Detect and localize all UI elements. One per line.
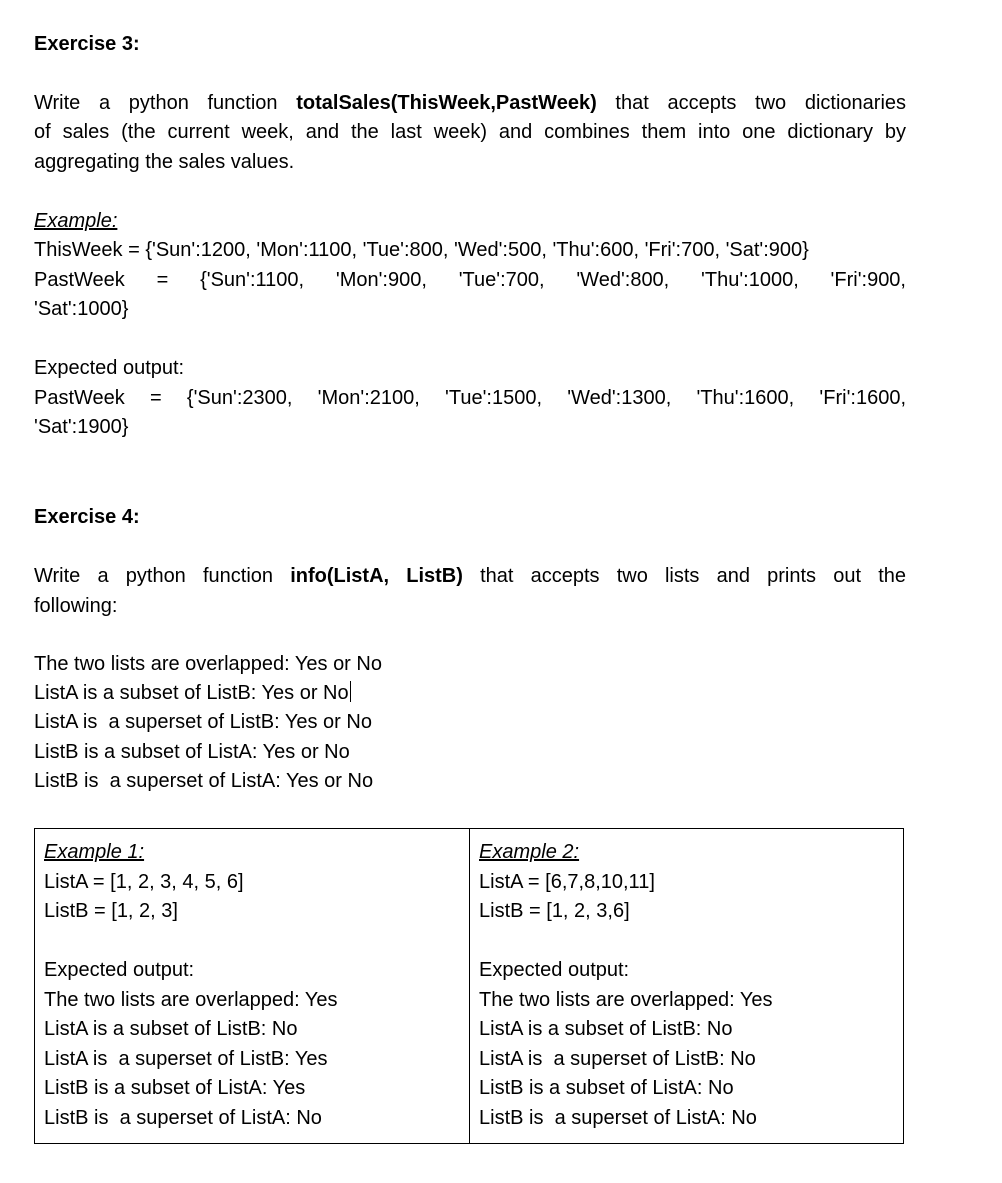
example-2-output-line: ListA is a subset of ListB: No xyxy=(479,1018,733,1040)
example-1-output-line: ListA is a superset of ListB: Yes xyxy=(44,1048,328,1070)
example-1-output-line: ListB is a superset of ListA: No xyxy=(44,1107,322,1129)
exercise-3-description-line-3: aggregating the sales values. xyxy=(34,151,295,173)
example-2-expected-label: Expected output: xyxy=(479,959,630,981)
expected-output-line-2: 'Sat':1900} xyxy=(34,416,129,438)
question-line: ListA is a superset of ListB: Yes or No xyxy=(34,711,372,733)
function-signature-info: info(ListA, ListB) xyxy=(290,565,463,587)
example-2-output-line: The two lists are overlapped: Yes xyxy=(479,989,773,1011)
example-2-list-b: ListB = [1, 2, 3,6] xyxy=(479,900,630,922)
example-1-output-line: ListA is a subset of ListB: No xyxy=(44,1018,298,1040)
exercise-3-description-line-2: of sales (the current week, and the last week) and combines them into one dictionary by xyxy=(34,121,906,143)
text-cursor xyxy=(350,681,351,702)
examples-table xyxy=(34,828,904,1144)
question-line: ListB is a subset of ListA: Yes or No xyxy=(34,741,350,763)
example-1-cell xyxy=(35,829,470,1143)
exercise-3-description-line-1: Write a python function totalSales(ThisWeek,PastWeek) that accepts two dictionaries xyxy=(34,92,907,114)
function-signature-totalsales: totalSales(ThisWeek,PastWeek) xyxy=(296,92,597,114)
example-2-output-line: ListA is a superset of ListB: No xyxy=(479,1048,756,1070)
exercise-3-heading: Exercise 3: xyxy=(34,33,140,55)
example-2-cell xyxy=(470,829,905,1143)
exercise-3-expected-label: Expected output: xyxy=(34,357,185,379)
example-1-list-a: ListA = [1, 2, 3, 4, 5, 6] xyxy=(44,871,244,893)
example-1-output-line: ListB is a subset of ListA: Yes xyxy=(44,1077,306,1099)
example-1-output-line: The two lists are overlapped: Yes xyxy=(44,989,338,1011)
exercise-3-example-label: Example: xyxy=(34,210,118,232)
exercise-4-description-line-1: Write a python function info(ListA, ListB) that accepts two lists and prints out the xyxy=(34,565,906,587)
exercise-4-description-line-2: following: xyxy=(34,595,118,617)
question-line[interactable]: ListA is a subset of ListB: Yes or No xyxy=(34,682,349,704)
expected-output-line-1: PastWeek = {'Sun':2300, 'Mon':2100, 'Tue':1500, 'Wed':1300, 'Thu':1600, 'Fri':1600, xyxy=(34,387,906,409)
past-week-dict-line-2: 'Sat':1000} xyxy=(34,298,129,320)
example-2-output-line: ListB is a subset of ListA: No xyxy=(479,1077,734,1099)
exercise-4-heading: Exercise 4: xyxy=(34,506,140,528)
question-line: ListB is a superset of ListA: Yes or No xyxy=(34,770,374,792)
question-line: The two lists are overlapped: Yes or No xyxy=(34,653,382,675)
example-1-expected-label: Expected output: xyxy=(44,959,195,981)
example-1-label: Example 1: xyxy=(44,841,145,863)
past-week-dict-line-1: PastWeek = {'Sun':1100, 'Mon':900, 'Tue':700, 'Wed':800, 'Thu':1000, 'Fri':900, xyxy=(34,269,906,291)
example-1-list-b: ListB = [1, 2, 3] xyxy=(44,900,178,922)
this-week-dict: ThisWeek = {'Sun':1200, 'Mon':1100, 'Tue':800, 'Wed':500, 'Thu':600, 'Fri':700, 'Sat':900} xyxy=(34,239,809,261)
example-2-list-a: ListA = [6,7,8,10,11] xyxy=(479,871,655,893)
example-2-label: Example 2: xyxy=(479,841,580,863)
example-2-output-line: ListB is a superset of ListA: No xyxy=(479,1107,757,1129)
